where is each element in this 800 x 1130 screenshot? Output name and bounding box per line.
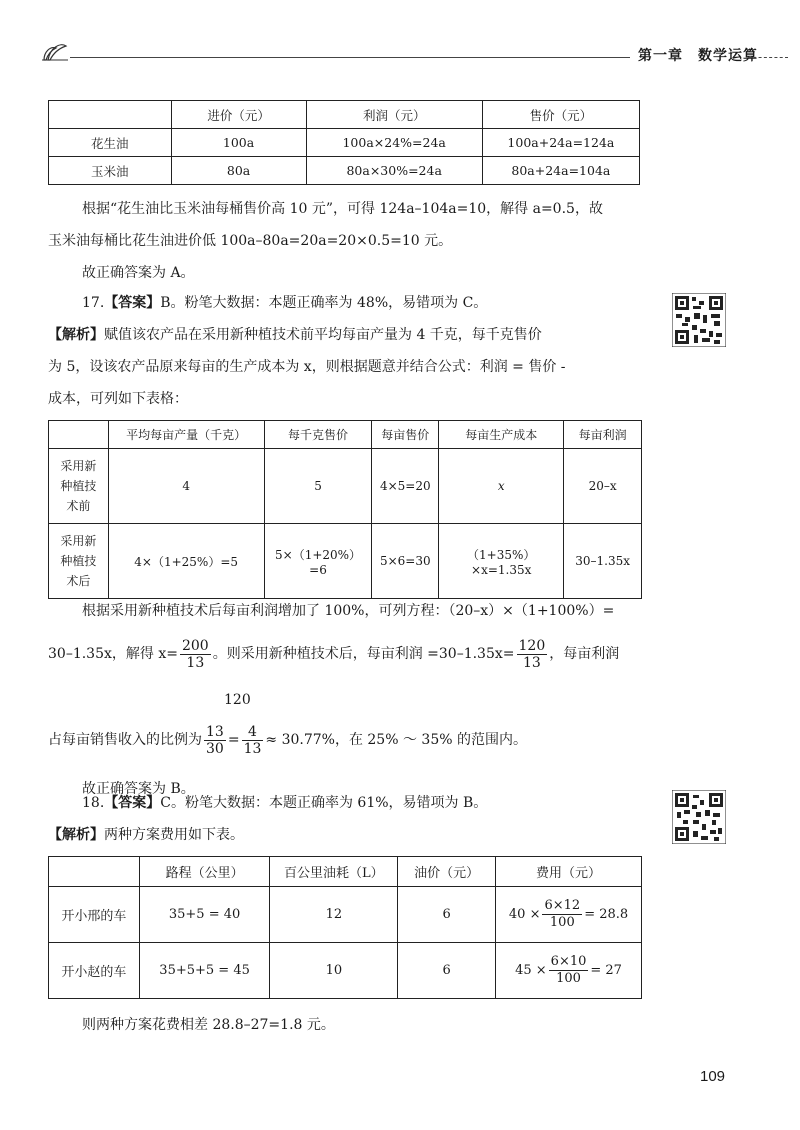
table-cell: 4×（1+25%）=5 (108, 524, 264, 599)
qr-graphic (672, 293, 726, 347)
table-cell: 6 (398, 943, 496, 999)
header-rule (70, 57, 630, 58)
paragraph-line (48, 634, 668, 674)
table-header-cell: 进价（元） (171, 101, 306, 129)
table-cell: 4 (108, 449, 264, 524)
inline-text: 45 × (515, 963, 547, 978)
answer-tag: 【答案】 (104, 295, 161, 311)
oil-price-table (48, 100, 640, 185)
table-header-cell: 每亩生产成本 (439, 421, 564, 449)
fraction-denominator: 13 (243, 740, 262, 757)
table-header-cell: 售价（元） (482, 101, 639, 129)
fraction (549, 954, 589, 987)
q18-conclusion (48, 1014, 648, 1036)
table-cell: 5 (264, 449, 372, 524)
answer-line (48, 792, 658, 814)
fraction (542, 898, 582, 931)
table-row-label: 采用新种植技术前 (49, 449, 109, 524)
fraction-denominator: 13 (186, 654, 205, 671)
table-header-cell (49, 857, 140, 887)
table-cell: 30–1.35x (564, 524, 642, 599)
table-cell: 20–x (564, 449, 642, 524)
fraction (242, 724, 264, 757)
fraction-numerator: 6×12 (544, 898, 581, 913)
table-cell: 10 (270, 943, 398, 999)
table-cell: 5×（1+20%）=6 (264, 524, 372, 599)
transport-cost-table (48, 856, 642, 999)
table-row-label: 开小赵的车 (49, 943, 140, 999)
analysis-tag: 【解析】 (48, 327, 104, 343)
page-number: 109 (700, 1068, 726, 1085)
q16-text (48, 198, 668, 284)
equals-sign: = (227, 732, 240, 748)
fraction-numerator: 13 (206, 723, 224, 740)
inline-text: ≈ 30.77%，在 25% ～ 35% 的范围内。 (265, 732, 527, 748)
answer-text: C。粉笔大数据：本题正确率为 61%，易错项为 B。 (160, 795, 488, 811)
ratio-text (48, 720, 527, 760)
table-header-cell: 每亩利润 (564, 421, 642, 449)
fraction (517, 638, 548, 671)
table-cell: 80a×30%=24a (306, 157, 482, 185)
ratio-line (48, 692, 668, 762)
table-cell: 100a×24%=24a (306, 129, 482, 157)
fraction-numerator: 6×10 (550, 954, 587, 969)
table-cell (496, 887, 642, 943)
qr-graphic (672, 790, 726, 844)
table-header-cell: 百公里油耗（L） (270, 857, 398, 887)
table-header-cell: 每亩售价 (372, 421, 439, 449)
qr-code-icon[interactable] (672, 293, 726, 347)
answer-tag: 【答案】 (104, 795, 161, 811)
chapter-title: 第一章 数学运算 (638, 48, 758, 64)
table-cell: 花生油 (49, 129, 172, 157)
analysis-line (48, 324, 658, 346)
table-cell: 玉米油 (49, 157, 172, 185)
table-cell: 5×6=30 (372, 524, 439, 599)
fraction-denominator: 100 (556, 971, 581, 986)
inline-text: ，每亩利润 (549, 646, 620, 662)
fraction-denominator: 100 (549, 915, 575, 930)
table-cell: 35+5 = 40 (139, 887, 270, 943)
inline-text: = 27 (590, 963, 622, 978)
paragraph-line: 根据“花生油比玉米油每桶售价高 10 元”，可得 124a–104a=10，解得 a=0.5，故 (82, 201, 603, 217)
table-cell: （1+35%）×x=1.35x (439, 524, 564, 599)
q17-text (48, 292, 658, 410)
analysis-text: 两种方案费用如下表。 (104, 827, 244, 843)
table-cell: 100a+24a=124a (482, 129, 639, 157)
table-cell: x (439, 449, 564, 524)
analysis-tag: 【解析】 (48, 827, 104, 843)
inline-text: 占每亩销售收入的比例为 (48, 732, 202, 748)
paragraph-line: 玉米油每桶比花生油进价低 100a–80a=20a=20×0.5=10 元。 (48, 233, 453, 249)
paragraph-line: 故正确答案为 B。 (82, 781, 195, 797)
qr-code-icon[interactable] (672, 790, 726, 844)
fraction-denominator: 30 (206, 740, 224, 757)
q17-solution (48, 600, 668, 800)
paragraph-line: 成本，可列如下表格： (48, 391, 188, 407)
question-number: 18. (82, 795, 105, 811)
paragraph-line: 根据采用新种植技术后每亩利润增加了 100%，可列方程：（20–x）×（1+100%）= (82, 603, 615, 619)
table-cell: 80a (171, 157, 306, 185)
table-cell: 35+5+5 = 45 (139, 943, 270, 999)
planting-table (48, 420, 642, 599)
fraction-numerator: 4 (242, 724, 264, 741)
page-header (40, 38, 785, 66)
table-cell: 12 (270, 887, 398, 943)
analysis-text: 赋值该农产品在采用新种植技术前平均每亩产量为 4 千克，每千克售价 (104, 327, 542, 343)
table-header-cell: 油价（元） (398, 857, 496, 887)
table-cell: 80a+24a=104a (482, 157, 639, 185)
table-header-cell: 每千克售价 (264, 421, 372, 449)
answer-line (48, 292, 658, 314)
table-cell: 100a (171, 129, 306, 157)
table-header-cell: 利润（元） (306, 101, 482, 129)
table-header-cell: 路程（公里） (139, 857, 270, 887)
table-cell: 4×5=20 (372, 449, 439, 524)
table-header-cell: 平均每亩产量（千克） (108, 421, 264, 449)
inline-text: 40 × (508, 907, 541, 922)
inline-text: 。则采用新种植技术后，每亩利润 =30–1.35x= (212, 646, 515, 662)
table-cell (496, 943, 642, 999)
fraction-numerator: 200 (181, 637, 209, 654)
header-rule-tail (748, 57, 788, 58)
inline-text: = 28.8 (584, 907, 629, 922)
inline-text: 30–1.35x，解得 x= (48, 646, 178, 662)
table-row-label: 采用新种植技术后 (49, 524, 109, 599)
q18-text (48, 792, 658, 846)
fraction-denominator: 13 (522, 654, 541, 671)
paragraph-line: 为 5，设该农产品原来每亩的生产成本为 x，则根据题意并结合公式：利润 = 售价 - (48, 359, 566, 375)
table-cell: 6 (398, 887, 496, 943)
table-row-label: 开小邢的车 (49, 887, 140, 943)
table-header-cell: 费用（元） (496, 857, 642, 887)
question-number: 17. (82, 295, 105, 311)
paragraph-line: 则两种方案花费相差 28.8–27=1.8 元。 (82, 1017, 335, 1033)
table-header-cell (49, 101, 172, 129)
nested-fraction-top: 120 (224, 692, 251, 708)
paragraph-line: 故正确答案为 A。 (82, 265, 195, 281)
analysis-line (48, 824, 658, 846)
fraction-numerator: 120 (518, 637, 546, 654)
sprout-icon (40, 38, 70, 64)
answer-text: B。粉笔大数据：本题正确率为 48%，易错项为 C。 (160, 295, 488, 311)
nested-fraction (204, 724, 226, 757)
table-header-cell (49, 421, 109, 449)
fraction (180, 638, 211, 671)
